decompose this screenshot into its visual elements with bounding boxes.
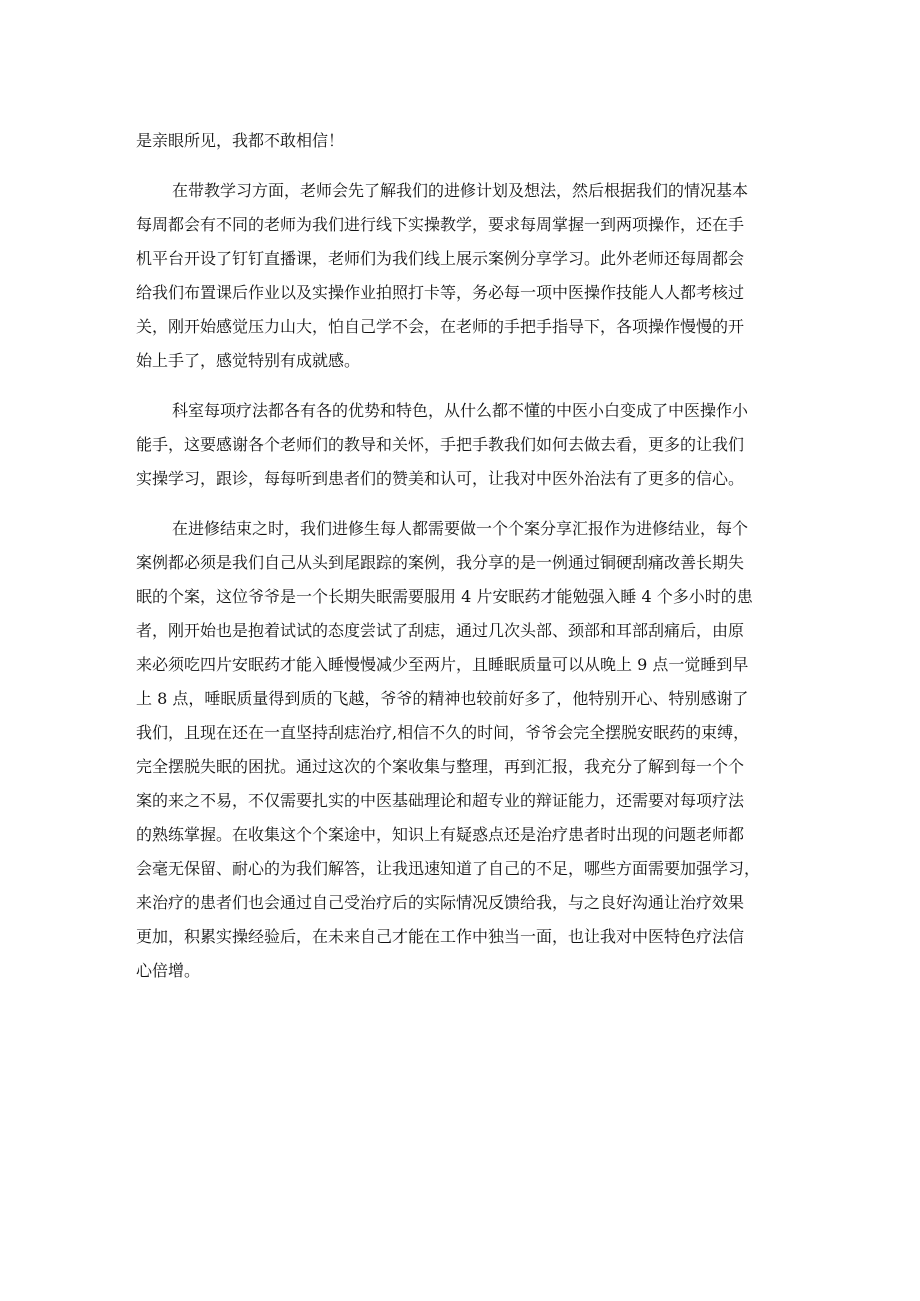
text-line: 在进修结束之时，我们进修生每人都需要做一个个案分享汇报作为进修结业，每个 bbox=[172, 519, 749, 538]
text-line: 关，刚开始感觉压力山大，怕自己学不会，在老师的手把手指导下，各项操作慢慢的开 bbox=[136, 317, 745, 336]
text-line: 案的来之不易，不仅需要扎实的中医基础理论和超专业的辩证能力，还需要对每项疗法 bbox=[136, 791, 745, 810]
paragraph-3 bbox=[136, 512, 796, 988]
text-line: 者，刚开始也是抱着试试的态度尝试了刮痣，通过几次头部、颈部和耳部刮痛后，由原 bbox=[136, 621, 745, 640]
text-line: 会毫无保留、耐心的为我们解答，让我迅速知道了自己的不足，哪些方面需要加强学习， bbox=[136, 859, 761, 878]
text-line: 始上手了，感觉特别有成就感。 bbox=[136, 351, 361, 370]
paragraph-0 bbox=[136, 124, 796, 158]
text-line: 我们，且现在还在一直坚持刮痣治疗,相信不久的时间，爷爷会完全摆脱安眠药的束缚， bbox=[136, 723, 750, 742]
text-line: 实操学习，跟诊，每每听到患者们的赞美和认可，让我对中医外治法有了更多的信心。 bbox=[136, 469, 745, 488]
document-body bbox=[136, 124, 796, 988]
paragraph-spacer bbox=[136, 158, 796, 174]
text-line: 完全摆脱失眠的困扰。通过这次的个案收集与整理，再到汇报，我充分了解到每一个个 bbox=[136, 757, 745, 776]
text-line: 上 8 点，唾眠质量得到质的飞越，爷爷的精神也较前好多了，他特别开心、特别感谢了 bbox=[136, 689, 749, 708]
text-line: 给我们布置课后作业以及实操作业拍照打卡等，务必每一项中医操作技能人人都考核过 bbox=[136, 283, 745, 302]
text-line: 更加，积累实操经验后，在未来自己才能在工作中独当一面，也让我对中医特色疗法信 bbox=[136, 927, 745, 946]
text-line: 来治疗的患者们也会通过自己受治疗后的实际情况反馈给我，与之良好沟通让治疗效果 bbox=[136, 893, 745, 912]
text-line: 科室每项疗法都各有各的优势和特色，从什么都不懂的中医小白变成了中医操作小 bbox=[172, 401, 749, 420]
paragraph-spacer bbox=[136, 378, 796, 394]
text-line: 来必须吃四片安眠药才能入睡慢慢减少至两片，且睡眠质量可以从晚上 9 点一觉睡到早 bbox=[136, 655, 749, 674]
paragraph-2 bbox=[136, 394, 796, 496]
text-line: 在带教学习方面，老师会先了解我们的进修计划及想法，然后根据我们的情况基本 bbox=[172, 181, 749, 200]
text-line: 能手，这要感谢各个老师们的教导和关怀，手把手教我们如何去做去看，更多的让我们 bbox=[136, 435, 745, 454]
text-line: 案例都必须是我们自己从头到尾跟踪的案例，我分享的是一例通过铜硬刮痛改善长期失 bbox=[136, 553, 745, 572]
text-line: 的熟练掌握。在收集这个个案途中，知识上有疑惑点还是治疗患者时出现的问题老师都 bbox=[136, 825, 745, 844]
paragraph-1 bbox=[136, 174, 796, 378]
text-line: 是亲眼所见，我都不敢相信！ bbox=[136, 131, 345, 150]
text-line: 心倍增。 bbox=[136, 961, 201, 980]
text-line: 机平台开设了钉钉直播课，老师们为我们线上展示案例分享学习。此外老师还每周都会 bbox=[136, 249, 745, 268]
text-line: 眠的个案，这位爷爷是一个长期失眠需要服用 4 片安眠药才能勉强入睡 4 个多小时的患 bbox=[136, 587, 753, 606]
text-line: 每周都会有不同的老师为我们进行线下实操教学，要求每周掌握一到两项操作，还在手 bbox=[136, 215, 745, 234]
paragraph-spacer bbox=[136, 496, 796, 512]
